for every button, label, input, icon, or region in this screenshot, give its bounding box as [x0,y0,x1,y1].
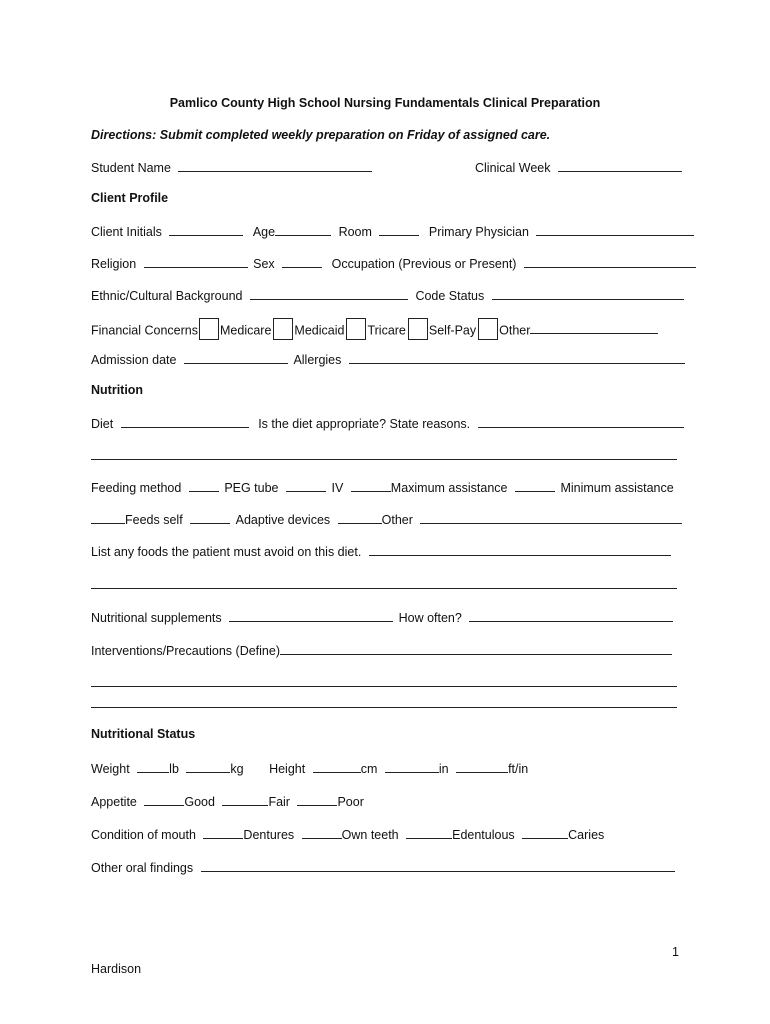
financial-row [91,320,658,342]
poor-label: Poor [337,795,364,809]
code-status-label: Code Status [415,289,485,303]
code-status-field[interactable] [492,288,684,300]
interventions-label: Interventions/Precautions (Define) [91,644,280,658]
diet-row [91,416,684,431]
height-cm-field[interactable] [313,761,361,773]
weight-lb-field[interactable] [137,761,169,773]
height-label: Height [269,762,306,776]
primary-physician-field[interactable] [536,224,694,236]
iv-field[interactable] [351,480,391,492]
fair-label: Fair [268,795,290,809]
medicare-label: Medicare [220,323,272,338]
other-checkbox[interactable] [478,318,498,340]
religion-label: Religion [91,257,137,271]
max-assistance-label: Maximum assistance [390,481,508,495]
appetite-poor-field[interactable] [297,794,337,806]
room-field[interactable] [379,224,419,236]
peg-tube-field[interactable] [286,480,326,492]
good-label: Good [184,795,215,809]
medicare-checkbox[interactable] [199,318,219,340]
other-nutrition-label: Other [381,513,413,527]
adaptive-devices-blank-1[interactable] [190,512,230,524]
tricare-label: Tricare [367,323,406,338]
edentulous-label: Edentulous [452,828,515,842]
occupation-label: Occupation (Previous or Present) [331,257,517,271]
dentures-field[interactable] [203,827,243,839]
how-often-label: How often? [398,611,462,625]
feeds-self-field[interactable] [91,512,125,524]
self-pay-checkbox[interactable] [408,318,428,340]
feeds-self-row [91,512,682,527]
sex-field[interactable] [282,256,322,268]
oral-findings-field[interactable] [201,860,675,872]
diet-reasons-line[interactable] [91,459,677,460]
student-name-label: Student Name [91,161,171,175]
allergies-label: Allergies [293,353,342,367]
diet-question-label: Is the diet appropriate? State reasons. [258,417,471,431]
in-label: in [438,762,449,776]
lb-label: lb [169,762,179,776]
document-title: Pamlico County High School Nursing Fundamentals Clinical Preparation [169,96,601,110]
own-teeth-label: Own teeth [341,828,399,842]
interventions-row [91,643,672,658]
feeding-method-row [91,480,674,495]
other-label: Other [499,323,531,338]
admission-row [91,352,685,367]
footer-author: Hardison [91,962,142,976]
room-label: Room [338,225,372,239]
page-number: 1 [672,945,679,959]
diet-field[interactable] [121,416,249,428]
nutritional-status-heading: Nutritional Status [91,727,196,741]
weight-height-row [91,761,528,776]
religion-field[interactable] [144,256,248,268]
interventions-line-1[interactable] [91,686,677,687]
age-field[interactable] [275,224,331,236]
tricare-checkbox[interactable] [346,318,366,340]
nutrition-heading: Nutrition [91,383,144,397]
weight-kg-field[interactable] [186,761,230,773]
client-profile-heading: Client Profile [91,191,169,205]
client-initials-field[interactable] [169,224,243,236]
feeding-method-label: Feeding method [91,481,182,495]
client-initials-label: Client Initials [91,225,162,239]
height-ftin-field[interactable] [456,761,508,773]
oral-findings-row [91,860,675,875]
iv-label: IV [331,481,344,495]
other-nutrition-field[interactable] [420,512,682,524]
oral-findings-label: Other oral findings [91,861,194,875]
kg-label: kg [230,762,244,776]
feeds-self-label: Feeds self [125,513,183,527]
clinical-week-field[interactable] [558,160,682,172]
appetite-good-field[interactable] [144,794,184,806]
diet-reasons-field[interactable] [478,416,684,428]
diet-label: Diet [91,417,114,431]
supplements-field[interactable] [229,610,393,622]
student-row [91,160,372,175]
adaptive-devices-field[interactable] [338,512,382,524]
caries-field[interactable] [522,827,568,839]
medicaid-label: Medicaid [294,323,345,338]
min-assistance-label: Minimum assistance [560,481,674,495]
weight-label: Weight [91,762,130,776]
sex-label: Sex [253,257,275,271]
caries-label: Caries [568,828,605,842]
avoid-foods-field[interactable] [369,544,671,556]
appetite-row [91,794,364,809]
peg-tube-label: PEG tube [224,481,279,495]
clinical-week-label: Clinical Week [475,161,551,175]
clinical-week-row [475,160,682,175]
self-pay-label: Self-Pay [428,323,477,338]
feeding-method-field[interactable] [189,480,219,492]
age-label: Age [252,225,276,239]
edentulous-field[interactable] [406,827,452,839]
interventions-line-2[interactable] [91,707,677,708]
ethnic-label: Ethnic/Cultural Background [91,289,243,303]
height-in-field[interactable] [385,761,439,773]
primary-physician-label: Primary Physician [428,225,529,239]
admission-date-label: Admission date [91,353,177,367]
avoid-foods-label: List any foods the patient must avoid on this diet. [91,545,362,559]
religion-row [91,256,696,271]
supplements-label: Nutritional supplements [91,611,222,625]
cm-label: cm [360,762,378,776]
financial-concerns-label: Financial Concerns [91,323,198,338]
other-field[interactable] [530,322,658,334]
adaptive-devices-label: Adaptive devices [235,513,331,527]
client-initials-row [91,224,694,239]
interventions-field[interactable] [280,643,672,655]
directions-text: Directions: Submit completed weekly preparation on Friday of assigned care. [91,128,551,142]
how-often-field[interactable] [469,610,673,622]
medicaid-checkbox[interactable] [273,318,293,340]
admission-date-field[interactable] [184,352,288,364]
max-assistance-field[interactable] [515,480,555,492]
avoid-foods-row [91,544,671,559]
dentures-label: Dentures [243,828,295,842]
mouth-condition-label: Condition of mouth [91,828,196,842]
ftin-label: ft/in [508,762,529,776]
avoid-foods-line[interactable] [91,588,677,589]
student-name-field[interactable] [178,160,372,172]
allergies-field[interactable] [349,352,685,364]
appetite-label: Appetite [91,795,137,809]
appetite-fair-field[interactable] [222,794,268,806]
supplements-row [91,610,673,625]
own-teeth-field[interactable] [302,827,342,839]
ethnic-row [91,288,684,303]
mouth-condition-row [91,827,604,842]
ethnic-field[interactable] [250,288,408,300]
occupation-field[interactable] [524,256,696,268]
